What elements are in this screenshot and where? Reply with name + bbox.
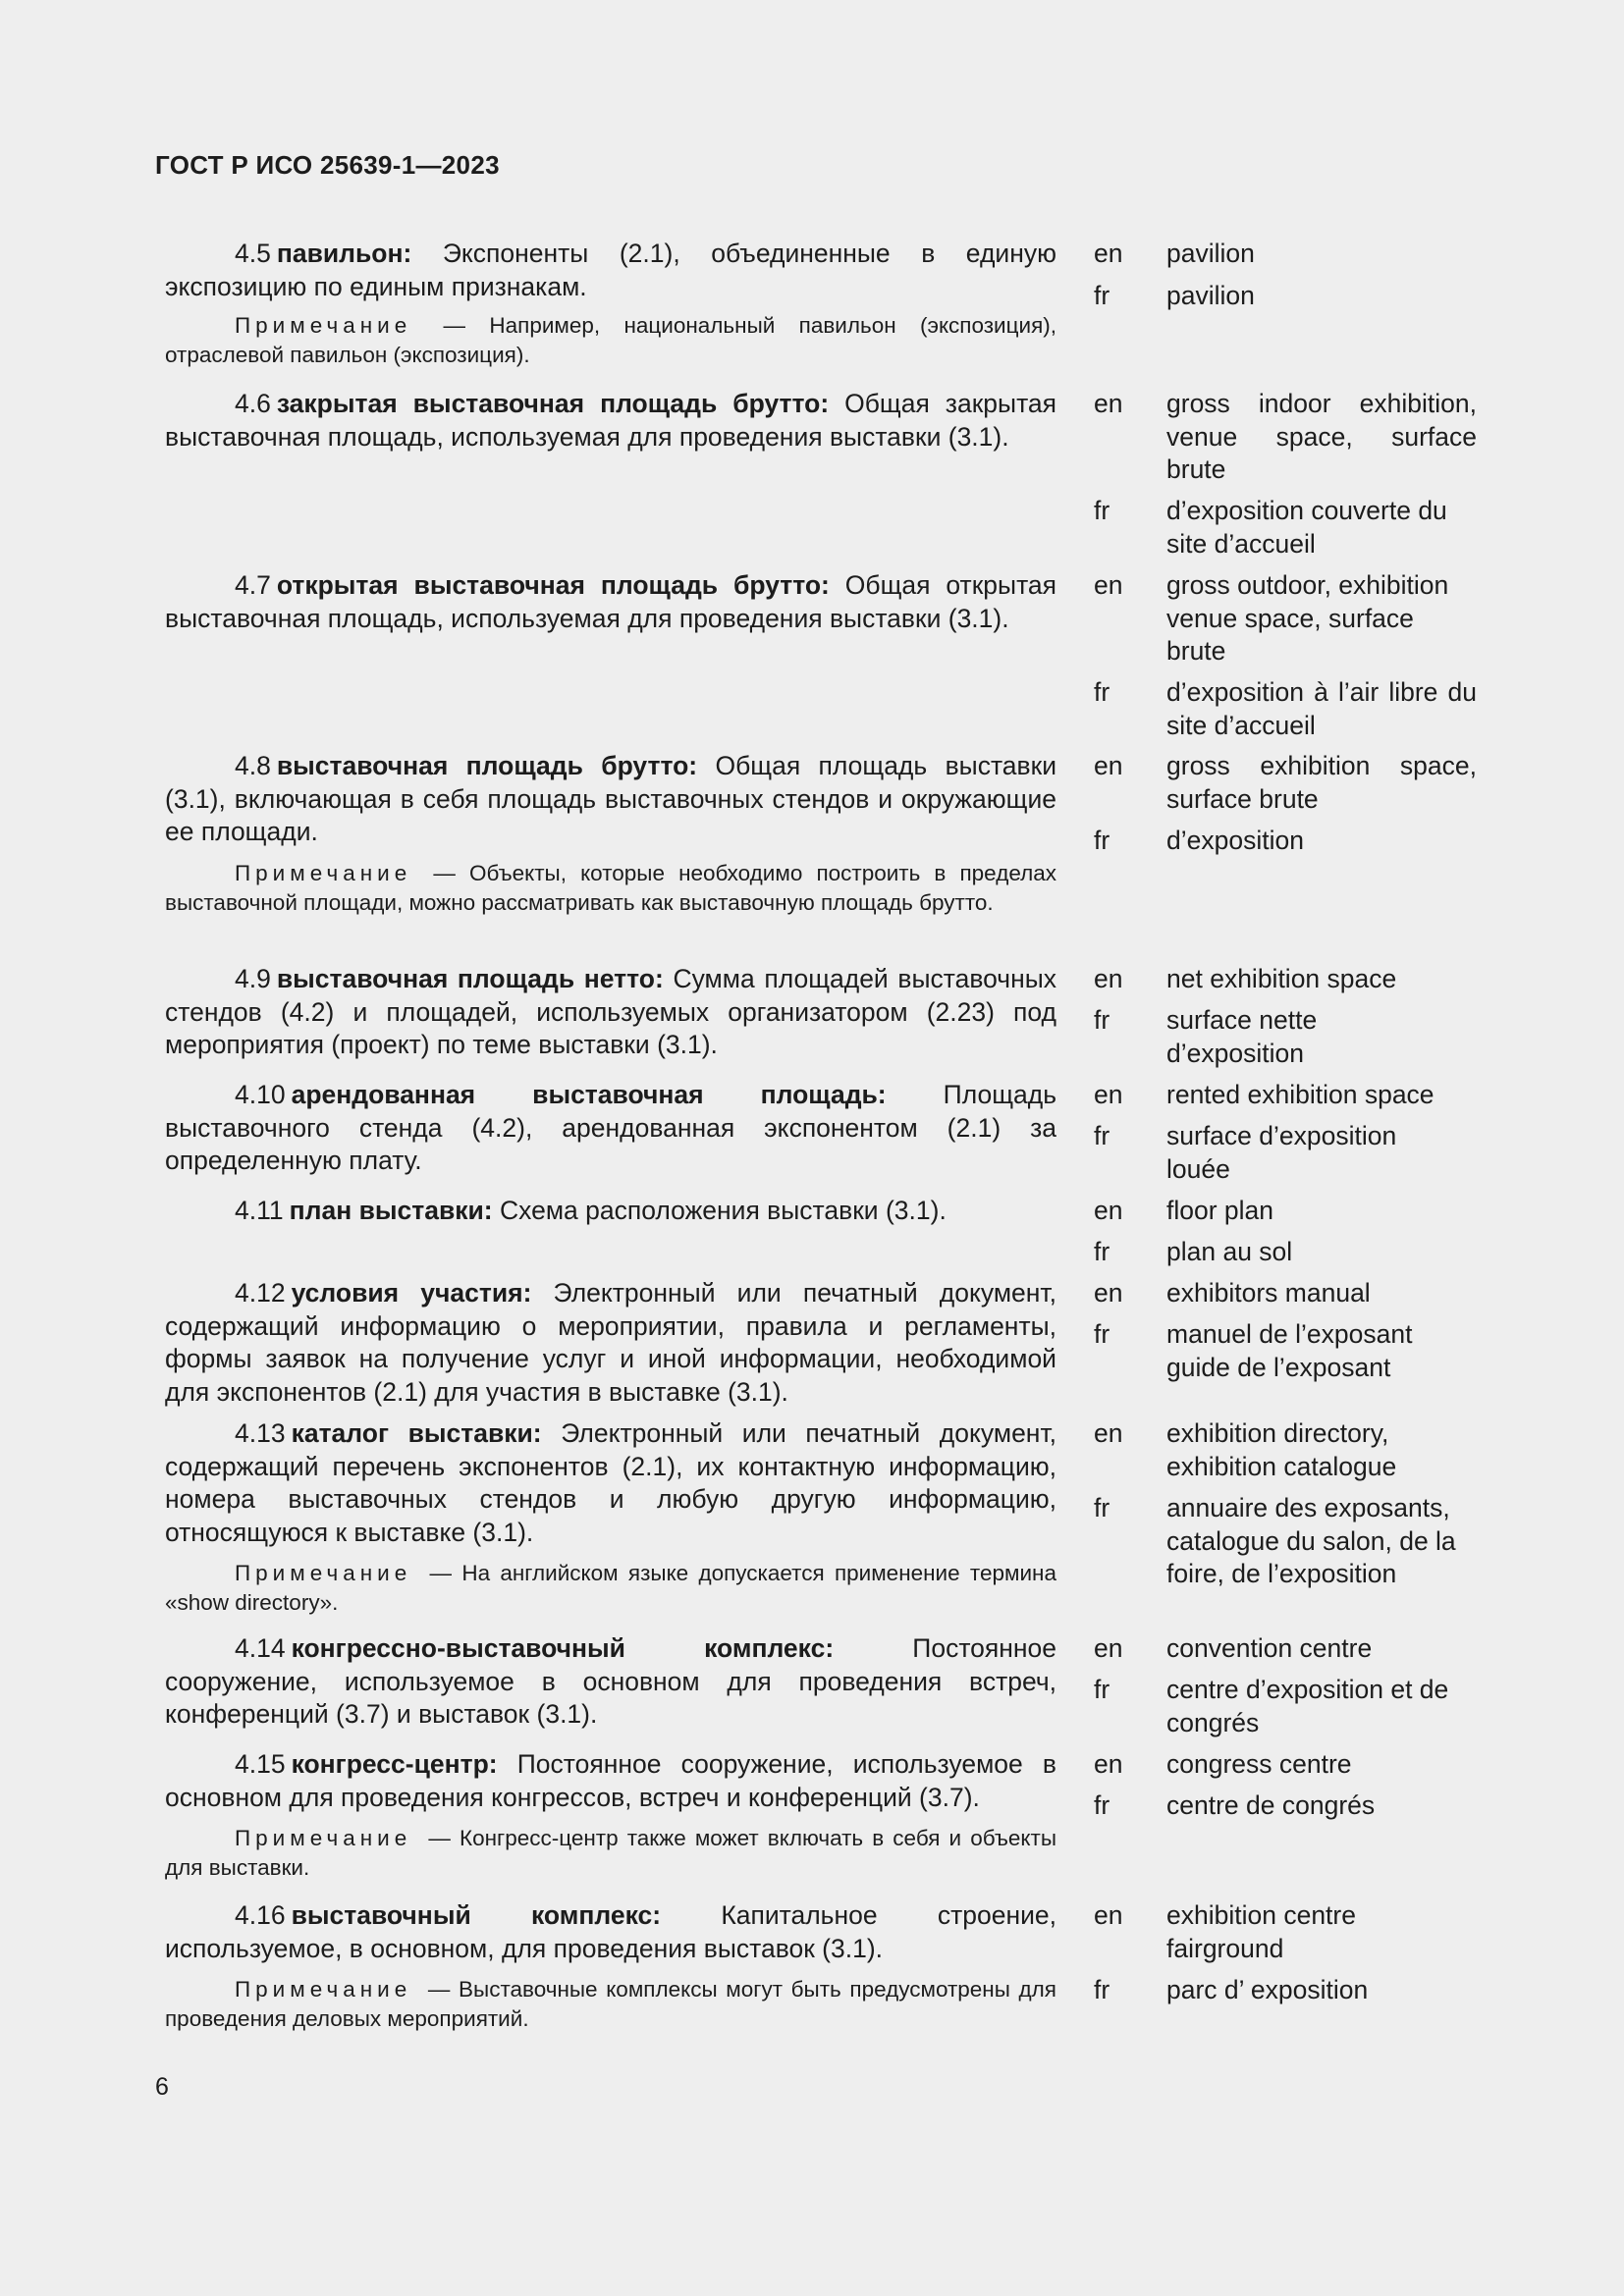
term-title: каталог выставки: <box>291 1418 542 1448</box>
note-text: — Например, национальный павильон (экспозиция), отраслевой павильон (экспозиция). <box>165 313 1056 367</box>
term-definition: Сумма площадей выставочных стендов (4.2) и площадей, используемых организатором (2.23) под мероприятия (проект) по теме выставки (3.1). <box>165 964 1057 1059</box>
term-definition: Постоянное сооружение, используемое в основном для проведения конгрессов, встреч и конференций (3.7). <box>165 1749 1056 1812</box>
term-definition: Экспоненты (2.1), объединенные в единую экспозицию по единым признакам. <box>165 239 1056 301</box>
lang-code-en: en <box>1094 1278 1123 1308</box>
ru-definition <box>165 1195 1056 1228</box>
term-number: 4.12 <box>235 1278 286 1308</box>
fr-term: surface nette d’exposition <box>1166 1005 1318 1068</box>
en-term: exhibition centre fairground <box>1166 1900 1356 1963</box>
document-header: ГОСТ Р ИСО 25639-1—2023 <box>155 150 500 180</box>
lang-code-en: en <box>1094 389 1123 418</box>
term-number: 4.6 <box>235 389 271 418</box>
en-term: gross indoor exhibition, venue space, surface brute <box>1166 389 1477 484</box>
term-title: конгрессно-выставочный комплекс: <box>291 1633 835 1663</box>
ru-definition <box>165 1748 1056 1883</box>
lang-code-en: en <box>1094 751 1123 780</box>
lang-code-fr: fr <box>1094 281 1110 310</box>
fr-term: pavilion <box>1166 281 1255 310</box>
note-label: Примечание <box>235 860 412 885</box>
ru-definition <box>165 1079 1056 1178</box>
term-number: 4.8 <box>235 751 271 780</box>
fr-term: plan au sol <box>1166 1237 1293 1266</box>
lang-code-fr: fr <box>1094 826 1110 855</box>
ru-definition <box>165 569 1056 635</box>
lang-code-en: en <box>1094 1633 1123 1663</box>
en-term: exhibitors manual <box>1166 1278 1371 1308</box>
lang-code-fr: fr <box>1094 1790 1110 1820</box>
lang-code-fr: fr <box>1094 1121 1110 1150</box>
ru-definition <box>165 1417 1056 1618</box>
ru-definition <box>165 750 1056 918</box>
fr-term: parc d’ exposition <box>1166 1975 1369 2004</box>
term-definition: Площадь выставочного стенда (4.2), арендованная экспонентом (2.1) за определенную плату. <box>165 1080 1056 1175</box>
lang-code-fr: fr <box>1094 1975 1110 2004</box>
ru-definition <box>165 963 1056 1062</box>
fr-term: annuaire des exposants, catalogue du salon, de la foire, de l’exposition <box>1166 1493 1456 1588</box>
term-title: закрытая выставочная площадь брутто: <box>276 389 830 418</box>
fr-term: manuel de l’exposant guide de l’exposant <box>1166 1319 1413 1382</box>
lang-code-fr: fr <box>1094 1675 1110 1704</box>
en-term: gross exhibition space, surface brute <box>1166 751 1477 814</box>
lang-code-en: en <box>1094 1196 1123 1225</box>
term-definition: Капитальное строение, используемое, в основном, для проведения выставок (3.1). <box>165 1900 1056 1963</box>
en-term: rented exhibition space <box>1166 1080 1435 1109</box>
term-definition: Электронный или печатный документ, содержащий информацию о мероприятии, правила и регламенты, формы заявок на получение услуг и иной информации, необходимой для экспонентов (2.1) для участия в выставке (3.1). <box>165 1278 1056 1407</box>
note-text: — Выставочные комплексы могут быть предусмотрены для проведения деловых мероприятий. <box>165 1977 1056 2031</box>
term-title: условия участия: <box>291 1278 532 1308</box>
note-text: — На английском языке допускается применение термина «show directory». <box>165 1561 1056 1615</box>
note-text: — Конгресс-центр также может включать в себя и объекты для выставки. <box>165 1826 1056 1880</box>
lang-code-en: en <box>1094 1900 1123 1930</box>
en-term: pavilion <box>1166 239 1255 268</box>
ru-definition <box>165 1632 1056 1732</box>
term-definition: Общая открытая выставочная площадь, используемая для проведения выставки (3.1). <box>165 570 1056 633</box>
term-number: 4.13 <box>235 1418 286 1448</box>
term-title: конгресс-центр: <box>291 1749 498 1779</box>
term-definition: Электронный или печатный документ, содержащий перечень экспонентов (2.1), их контактную информацию, номера выставочных стендов и любую другую информацию, относящуюся к выставке (3.1). <box>165 1418 1057 1547</box>
term-definition: Общая площадь выставки (3.1), включающая в себя площадь выставочных стендов и окружающие ее площади. <box>165 751 1056 846</box>
lang-code-en: en <box>1094 239 1123 268</box>
lang-code-en: en <box>1094 1418 1123 1448</box>
lang-code-fr: fr <box>1094 677 1110 707</box>
note-label: Примечание <box>235 1561 412 1585</box>
fr-term: centre d’exposition et de congrés <box>1166 1675 1449 1737</box>
term-number: 4.15 <box>235 1749 286 1779</box>
term-number: 4.16 <box>235 1900 286 1930</box>
fr-term: d’exposition <box>1166 826 1304 855</box>
term-number: 4.10 <box>235 1080 286 1109</box>
lang-code-fr: fr <box>1094 1493 1110 1522</box>
ru-definition <box>165 238 1056 370</box>
lang-code-en: en <box>1094 1080 1123 1109</box>
note-label: Примечание <box>235 1977 412 2002</box>
term-definition: Постоянное сооружение, используемое в основном для проведения встреч, конференций (3.7) и выставок (3.1). <box>165 1633 1056 1729</box>
term-number: 4.5 <box>235 239 271 268</box>
term-number: 4.9 <box>235 964 271 993</box>
lang-code-en: en <box>1094 964 1123 993</box>
term-title: павильон: <box>276 239 412 268</box>
lang-code-fr: fr <box>1094 1237 1110 1266</box>
page-number: 6 <box>155 2073 169 2101</box>
lang-code-fr: fr <box>1094 1319 1110 1349</box>
lang-code-en: en <box>1094 570 1123 600</box>
en-term: gross outdoor, exhibition venue space, surface brute <box>1166 570 1449 666</box>
ru-definition <box>165 388 1056 454</box>
term-definition: Схема расположения выставки (3.1). <box>492 1196 947 1225</box>
lang-code-en: en <box>1094 1749 1123 1779</box>
ru-definition <box>165 1277 1056 1409</box>
term-title: план выставки: <box>289 1196 493 1225</box>
en-term: floor plan <box>1166 1196 1274 1225</box>
en-term: convention centre <box>1166 1633 1373 1663</box>
fr-term: surface d’exposition louée <box>1166 1121 1397 1184</box>
ru-definition <box>165 1899 1056 2034</box>
lang-code-fr: fr <box>1094 1005 1110 1035</box>
term-number: 4.7 <box>235 570 271 600</box>
note-text: — Объекты, которые необходимо построить в пределах выставочной площади, можно рассматривать как выставочную площадь брутто. <box>165 860 1056 915</box>
en-term: net exhibition space <box>1166 964 1397 993</box>
fr-term: centre de congrés <box>1166 1790 1376 1820</box>
fr-term: d’exposition à l’air libre du site d’accueil <box>1166 677 1477 740</box>
note-label: Примечание <box>235 1826 412 1850</box>
term-number: 4.14 <box>235 1633 286 1663</box>
en-term: exhibition directory, exhibition catalogue <box>1166 1418 1397 1481</box>
term-number: 4.11 <box>235 1196 284 1225</box>
term-title: выставочная площадь нетто: <box>276 964 664 993</box>
term-definition: Общая закрытая выставочная площадь, используемая для проведения выставки (3.1). <box>165 389 1056 452</box>
term-title: открытая выставочная площадь брутто: <box>276 570 830 600</box>
lang-code-fr: fr <box>1094 496 1110 525</box>
term-title: выставочная площадь брутто: <box>276 751 698 780</box>
term-title: выставочный комплекс: <box>291 1900 662 1930</box>
term-title: арендованная выставочная площадь: <box>291 1080 887 1109</box>
en-term: congress centre <box>1166 1749 1352 1779</box>
note-label: Примечание <box>235 313 412 338</box>
fr-term: d’exposition couverte du site d’accueil <box>1166 496 1447 559</box>
